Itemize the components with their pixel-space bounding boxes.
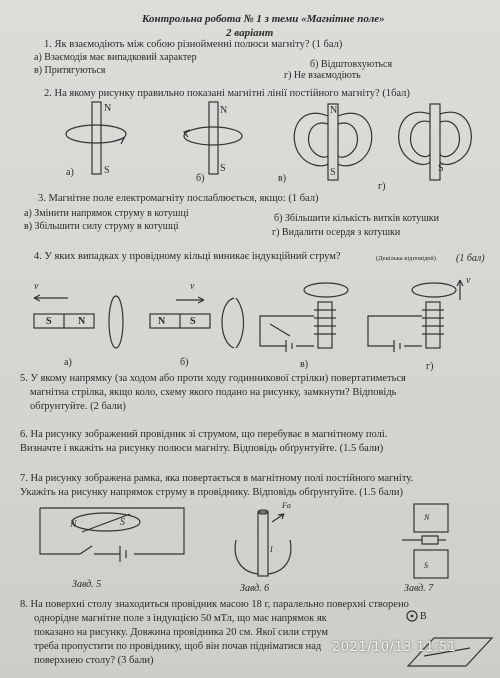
q6-line-2: Визначте і вкажіть на рисунку полюси магніту. Відповідь обґрунтуйте. (1.5 бали) — [20, 443, 384, 454]
coil-windings — [314, 310, 336, 334]
q1-option-g: г) Не взаємодіють — [284, 70, 361, 81]
task6-force-label: Fa — [282, 501, 291, 510]
q2-b-pole-n: N — [220, 105, 228, 116]
q2-label-v: в) — [278, 173, 287, 184]
q3-option-b: б) Збільшити кількість витків котушки — [274, 213, 439, 224]
conductor — [258, 512, 268, 576]
q4-label-a: а) — [64, 357, 72, 368]
q5-line-2: магнітна стрілка, якщо коло, схему якого подано на рисунку, замкнути? Відповідь — [30, 387, 397, 398]
q3-option-g: г) Видалити осердя з котушки — [272, 227, 401, 238]
q7-line-1: 7. На рисунку зображена рамка, яка повертається в магнітному полі постійного магніту. — [20, 473, 414, 484]
task5-circuit — [34, 502, 194, 572]
photo-timestamp: 2021/10/13 11:51 — [332, 640, 457, 655]
q5-line-3: обґрунтуйте. (2 бали) — [30, 401, 126, 412]
task5-pole-s: S — [120, 517, 125, 528]
task6-current-label: I — [270, 545, 273, 554]
arrow-icon — [118, 138, 124, 144]
coil-core — [426, 302, 440, 348]
q4-figure-v — [256, 280, 366, 360]
q2-g-pole-s: S — [438, 163, 444, 174]
q4-label-v: в) — [300, 359, 309, 370]
q4-b-pole-s: S — [190, 316, 196, 327]
task6-conductor — [232, 500, 312, 580]
q1-text: 1. Як взаємодіють між собою різнойменні полюси магніту? (1 бал) — [44, 39, 343, 50]
q6-line-1: 6. На рисунку зображений провідник зі струмом, що перебуває в магнітному полі. — [20, 429, 388, 440]
q2-label-a: а) — [66, 167, 74, 178]
q4-a-pole-n: N — [78, 316, 86, 327]
q1-option-v: в) Притягуються — [34, 65, 106, 76]
field-line-loop — [184, 127, 242, 145]
q4-note: (Декілька відповідей) — [376, 255, 436, 262]
q2-label-g: г) — [378, 181, 386, 192]
worksheet-title: Контрольна робота № 1 з теми «Магнітне поле» — [142, 13, 385, 25]
q4-a-pole-s: S — [46, 316, 52, 327]
q2-v-pole-n: N — [330, 105, 338, 116]
switch — [80, 546, 92, 554]
q1-option-a: а) Взаємодія має випадковий характер — [34, 52, 197, 63]
conducting-ring — [109, 296, 123, 348]
q8-line-1: 8. На поверхні столу знаходиться провідник масою 18 г, паралельно поверхні створено — [20, 599, 409, 610]
magnet-pole-s — [414, 550, 448, 578]
q2-b-pole-s: S — [220, 163, 226, 174]
q4-g-velocity: v — [466, 275, 471, 286]
q4-a-velocity: v — [34, 281, 39, 292]
q8-line-3: показано на рисунку. Довжина провідника 20 см. Якої сили струм — [34, 627, 329, 638]
q4-figure-g — [364, 280, 484, 360]
split-ring — [222, 298, 234, 348]
q2-text: 2. На якому рисунку правильно показані магнітні лінії постійного магніту? (1бал) — [44, 88, 410, 99]
q3-option-a: а) Змінити напрямок струму в котушці — [24, 208, 189, 219]
q8-field-symbol: B — [420, 611, 427, 622]
q1-option-b: б) Відштовхуються — [310, 59, 393, 70]
task7-caption: Завд. 7 — [404, 583, 434, 594]
q4-text: 4. У яких випадках у провідному кільці виникає індукційний струм? — [34, 251, 341, 262]
magnet-bar — [209, 102, 218, 174]
conducting-ring — [412, 283, 456, 297]
q4-points: (1 бал) — [456, 253, 485, 264]
task5-pole-n: N — [70, 519, 77, 530]
task7-pole-s: S — [424, 561, 428, 570]
q4-label-g: г) — [426, 361, 434, 372]
q7-line-2: Укажіть на рисунку напрямок струму в провіднику. Відповідь обґрунтуйте. (1.5 бали) — [20, 487, 403, 498]
q4-b-velocity: v — [190, 281, 195, 292]
compass-needle-plane — [72, 513, 140, 531]
q4-b-pole-n: N — [158, 316, 166, 327]
q2-figure-g — [392, 104, 482, 184]
open-switch — [270, 324, 290, 336]
variant-label: 2 варіант — [226, 27, 274, 39]
coil-core — [318, 302, 332, 348]
q2-a-pole-s: S — [104, 165, 110, 176]
q8-line-5: поверхнею столу? (3 бали) — [34, 655, 154, 666]
q8-line-2: однорідне магнітне поле з індукцією 50 мТл, що має напрямок як — [34, 613, 327, 624]
q3-text: 3. Магнітне поле електромагніту послаблюється, якщо: (1 бал) — [38, 193, 319, 204]
task5-caption: Завд. 5 — [72, 579, 102, 590]
conducting-ring — [304, 283, 348, 297]
q2-label-b: б) — [196, 173, 205, 184]
task7-pole-n: N — [424, 513, 430, 522]
q8-line-4: треба пропустити по провіднику, щоб він почав підніматися над — [34, 641, 322, 652]
task6-caption: Завд. 6 — [240, 583, 270, 594]
q2-v-pole-s: S — [330, 167, 336, 178]
magnet-pole-n — [414, 504, 448, 532]
q3-option-v: в) Збільшити силу струму в котушці — [24, 221, 179, 232]
q5-line-1: 5. У якому напрямку (за ходом або проти ходу годинникової стрілки) повертатиметься — [20, 373, 406, 384]
coil-windings — [422, 310, 444, 334]
q2-a-pole-n: N — [104, 103, 112, 114]
field-line-loop — [66, 125, 126, 143]
magnet-bar — [92, 102, 101, 174]
q4-label-b: б) — [180, 357, 189, 368]
